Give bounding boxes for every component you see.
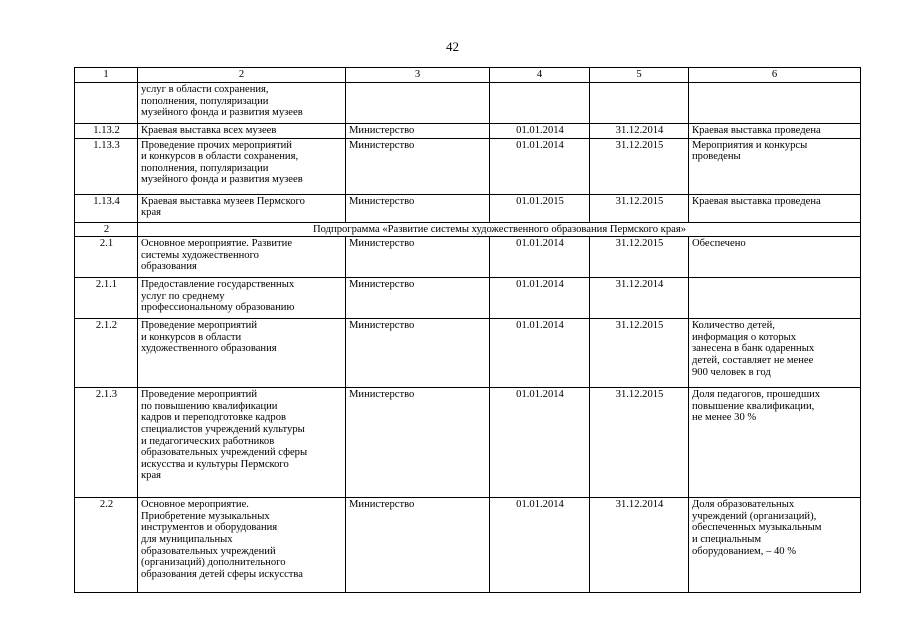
responsible-org: Министерство [346,388,490,498]
expected-result: Мероприятия и конкурсы проведены [689,138,861,194]
responsible-org: Министерство [346,138,490,194]
row-number: 2 [75,222,138,237]
start-date: 01.01.2014 [490,498,590,593]
expected-result: Доля образовательных учреждений (организаций), обеспеченных музыкальным и специальным оборудованием, – 40 % [689,498,861,593]
table-row [75,498,861,593]
table-row [75,138,861,194]
row-number: 2.1.2 [75,319,138,388]
row-number: 1.13.3 [75,138,138,194]
row-number: 2.2 [75,498,138,593]
start-date: 01.01.2014 [490,138,590,194]
column-number-row [75,68,861,83]
responsible-org: Министерство [346,319,490,388]
row-number: 2.1 [75,237,138,278]
table-row [75,278,861,319]
activity-name: Проведение мероприятий и конкурсов в области художественного образования [138,319,346,388]
start-date: 01.01.2015 [490,194,590,222]
expected-result: Количество детей, информация о которых занесена в банк одаренных детей, составляет не менее 900 человек в год [689,319,861,388]
expected-result: Доля педагогов, прошедших повышение квалификации, не менее 30 % [689,388,861,498]
row-number [75,83,138,124]
row-number: 1.13.4 [75,194,138,222]
subprogram-row [75,222,861,237]
end-date: 31.12.2014 [590,498,689,593]
start-date: 01.01.2014 [490,237,590,278]
start-date [490,83,590,124]
page-number: 42 [446,39,459,54]
end-date [590,83,689,124]
end-date: 31.12.2014 [590,278,689,319]
responsible-org: Министерство [346,498,490,593]
column-number-cell: 4 [490,68,590,83]
end-date: 31.12.2015 [590,194,689,222]
activity-name: Основное мероприятие. Развитие системы художественного образования [138,237,346,278]
start-date: 01.01.2014 [490,388,590,498]
table-row [75,194,861,222]
activity-name: Предоставление государственных услуг по среднему профессиональному образованию [138,278,346,319]
row-number: 2.1.3 [75,388,138,498]
end-date: 31.12.2015 [590,138,689,194]
end-date: 31.12.2014 [590,124,689,139]
responsible-org: Министерство [346,237,490,278]
end-date: 31.12.2015 [590,319,689,388]
activity-name: Краевая выставка музеев Пермского края [138,194,346,222]
activity-name: услуг в области сохранения, пополнения, популяризации музейного фонда и развития музеев [138,83,346,124]
activity-name: Основное мероприятие. Приобретение музыкальных инструментов и оборудования для муниципальных образовательных учреждений (организаций) дополнительного образования детей сферы искусства [138,498,346,593]
expected-result [689,83,861,124]
table-row [75,124,861,139]
responsible-org [346,83,490,124]
start-date: 01.01.2014 [490,278,590,319]
column-number-cell: 3 [346,68,490,83]
expected-result: Обеспечено [689,237,861,278]
column-number-cell: 2 [138,68,346,83]
end-date: 31.12.2015 [590,388,689,498]
start-date: 01.01.2014 [490,124,590,139]
column-number-cell: 5 [590,68,689,83]
activities-table [74,67,861,593]
column-number-cell: 1 [75,68,138,83]
subprogram-title: Подпрограмма «Развитие системы художественного образования Пермского края» [138,222,861,237]
responsible-org: Министерство [346,124,490,139]
activity-name: Проведение прочих мероприятий и конкурсов в области сохранения, пополнения, популяризации музейного фонда и развития музеев [138,138,346,194]
table-row [75,237,861,278]
column-number-cell: 6 [689,68,861,83]
end-date: 31.12.2015 [590,237,689,278]
row-number: 2.1.1 [75,278,138,319]
responsible-org: Министерство [346,194,490,222]
expected-result [689,278,861,319]
activity-name: Проведение мероприятий по повышению квалификации кадров и переподготовке кадров специалистов учреждений культуры и педагогических работников образовательных учреждений сферы искусства и культуры Пермского края [138,388,346,498]
activity-name: Краевая выставка всех музеев [138,124,346,139]
table-row [75,388,861,498]
expected-result: Краевая выставка проведена [689,194,861,222]
responsible-org: Министерство [346,278,490,319]
start-date: 01.01.2014 [490,319,590,388]
row-number: 1.13.2 [75,124,138,139]
expected-result: Краевая выставка проведена [689,124,861,139]
table-row [75,83,861,124]
table-row [75,319,861,388]
